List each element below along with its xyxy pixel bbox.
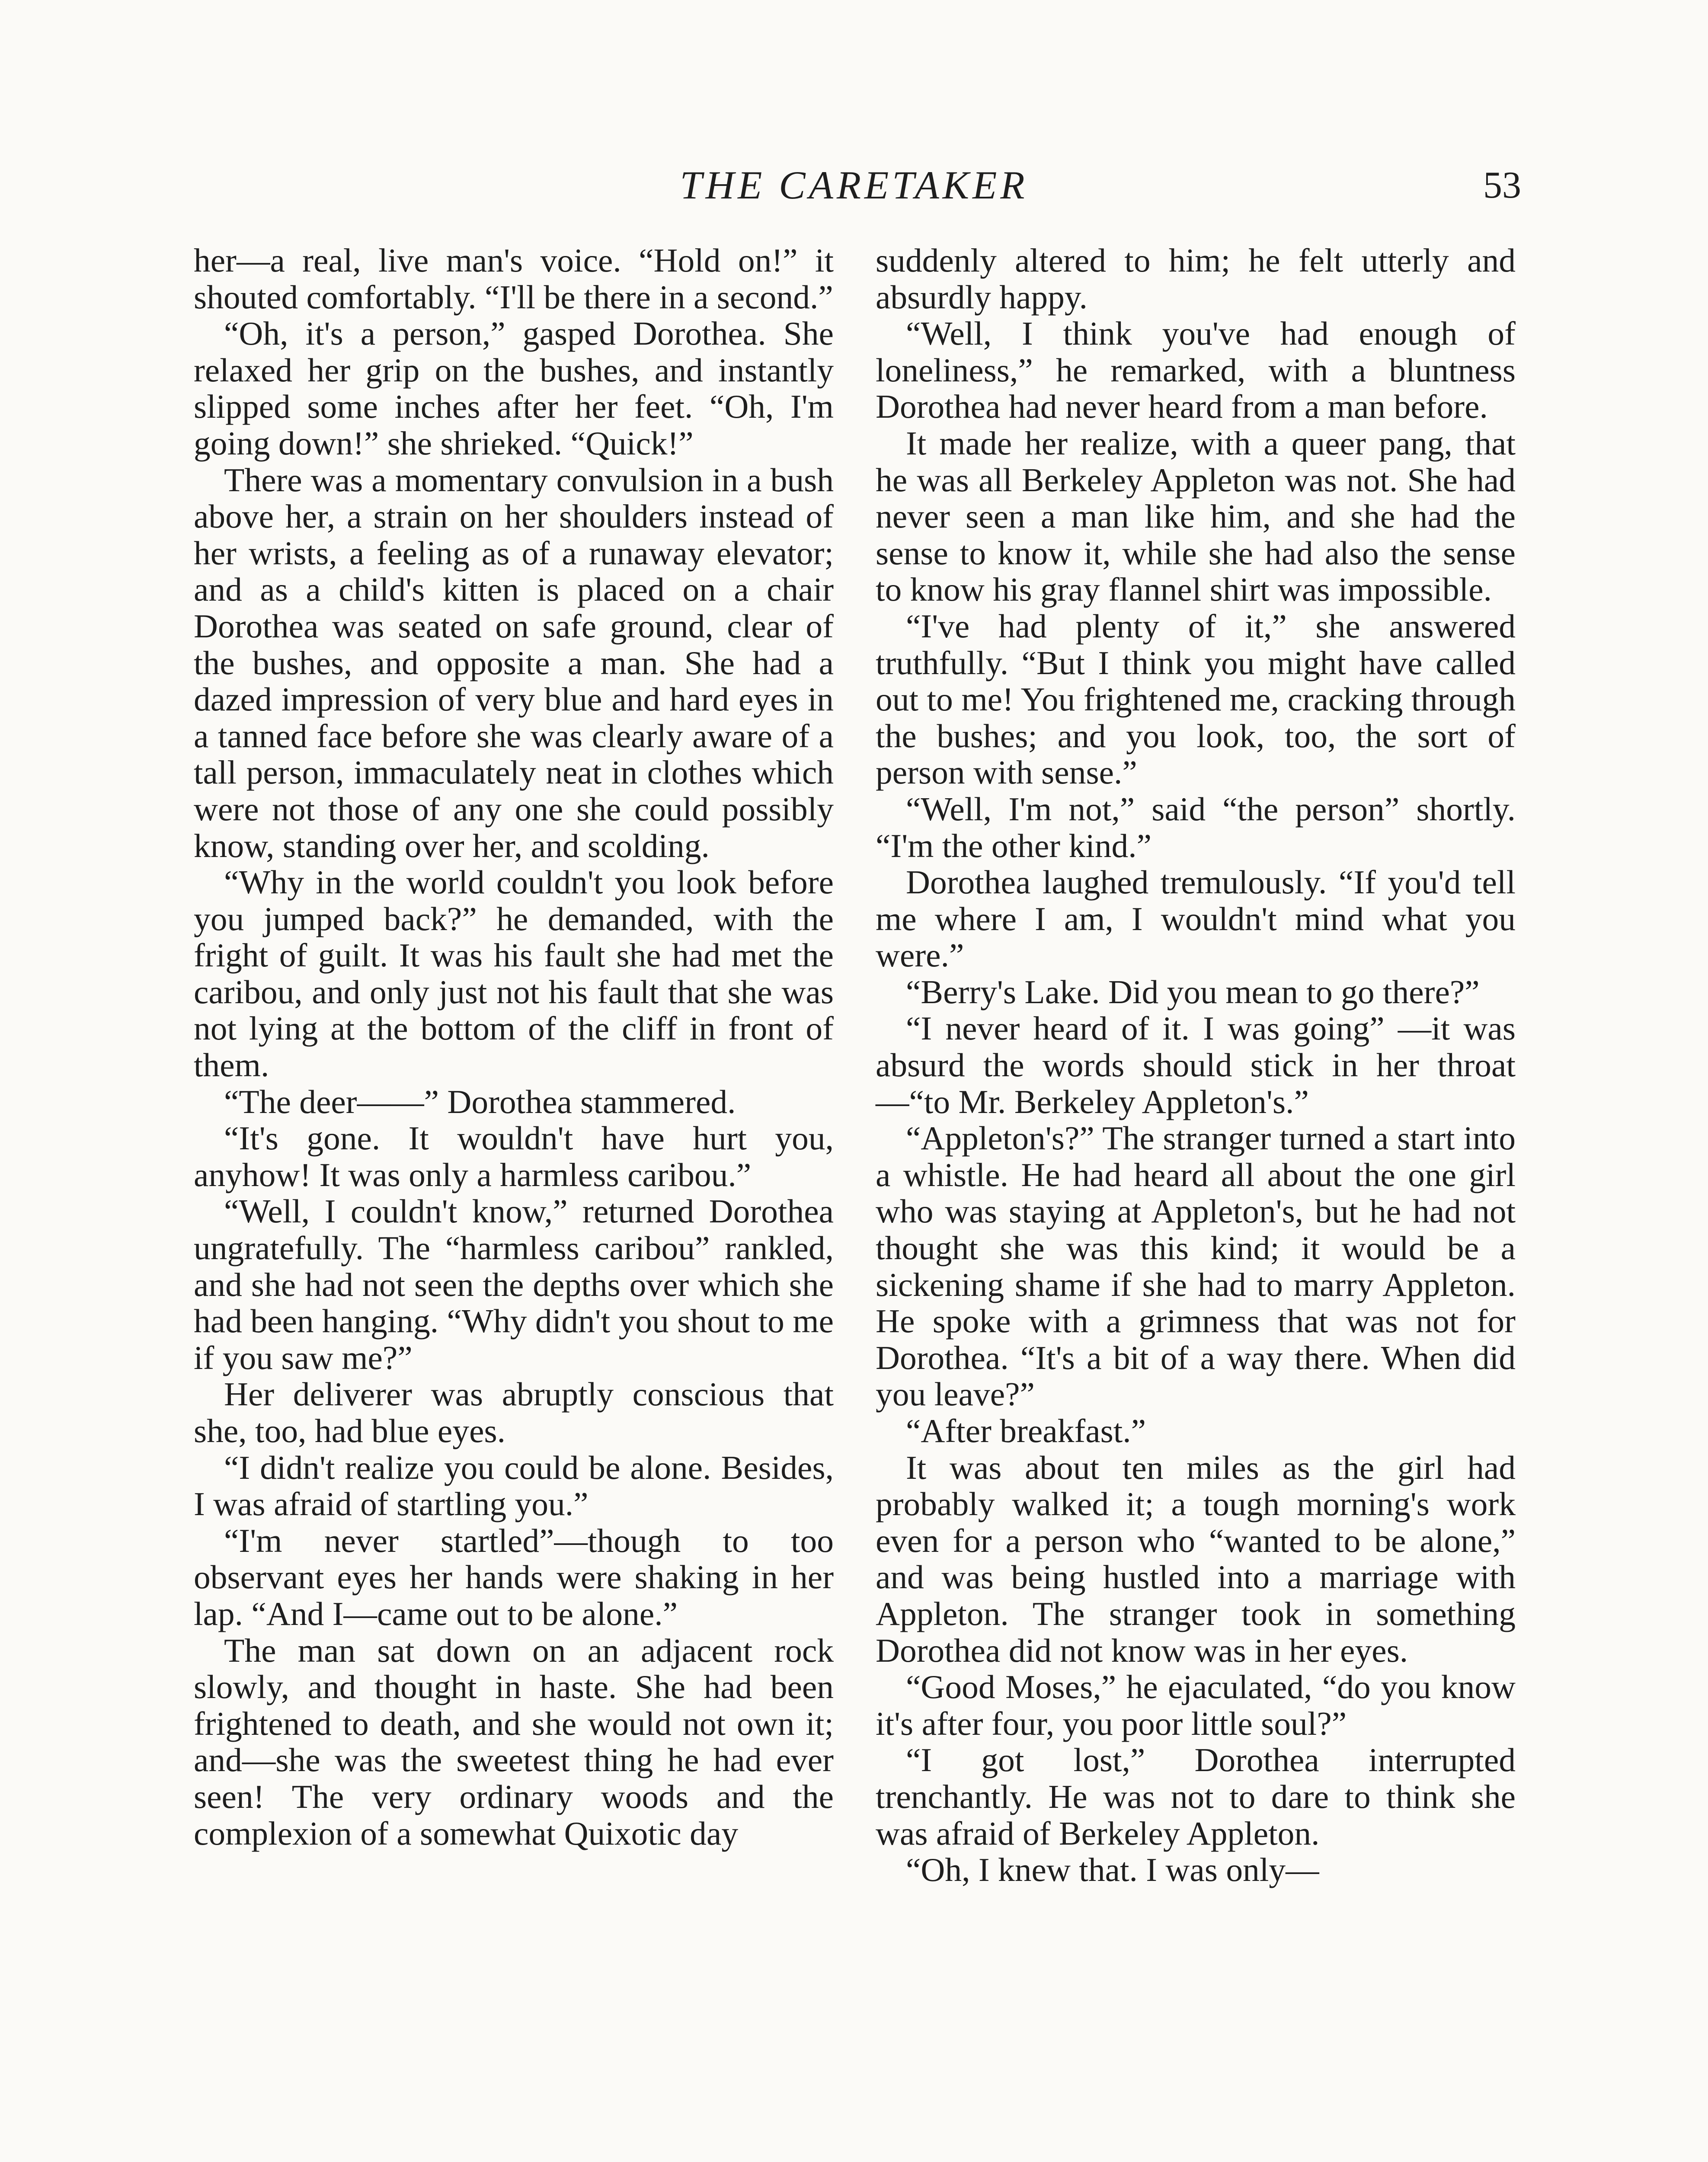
paragraph: “It's gone. It wouldn't have hurt you, anyhow! It was only a harmless caribou.” [194, 1119, 834, 1193]
paragraph: “After breakfast.” [906, 1412, 1146, 1449]
paragraph: “Well, I couldn't know,” returned Dorothea ungratefully. The “harmless caribou” rankled, and she had not seen the depths over which she had been hanging. “Why didn't you shout to me if you saw me?” [194, 1193, 834, 1376]
paragraph: suddenly altered to him; he felt utterly and absurdly happy. [876, 242, 1516, 316]
paragraph: “I'm never startled”—though to too observant eyes her hands were shaking in her lap. “And I—came out to be alone.” [194, 1522, 834, 1632]
paragraph: “Berry's Lake. Did you mean to go there?” [906, 973, 1480, 1011]
text-column-left [194, 242, 834, 1852]
text-column-right [876, 242, 1516, 1888]
paragraph: “Oh, it's a person,” gasped Dorothea. She relaxed her grip on the bushes, and instantly slipped some inches after her feet. “Oh, I'm going down!” she shrieked. “Quick!” [194, 315, 834, 462]
paragraph: her—a real, live man's voice. “Hold on!” it shouted comfortably. “I'll be there in a second.” [194, 242, 834, 316]
paragraph: “Oh, I knew that. I was only— [906, 1851, 1319, 1889]
paragraph: It made her realize, with a queer pang, that he was all Berkeley Appleton was not. She had never seen a man like him, and she had the sense to know it, while she had also the sense to know his gray flannel shirt was impossible. [876, 424, 1516, 608]
paragraph: “I never heard of it. I was going” —it was absurd the words should stick in her throat—“to Mr. Berkeley Appleton's.” [876, 1010, 1516, 1120]
paragraph: “I've had plenty of it,” she answered truthfully. “But I think you might have called out to me! You frightened me, cracking through the bushes; and you look, too, the sort of person with sense.” [876, 607, 1516, 791]
page-number: 53 [1483, 164, 1521, 206]
paragraph: “Appleton's?” The stranger turned a start into a whistle. He had heard all about the one girl who was staying at Appleton's, but he had not thought she was this kind; it would be a sickening shame if she had to marry Appleton. He spoke with a grimness that was not for Dorothea. “It's a bit of a way there. When did you leave?” [876, 1119, 1516, 1413]
paragraph: “Well, I'm not,” said “the person” shortly. “I'm the other kind.” [876, 790, 1516, 864]
paragraph: “I got lost,” Dorothea interrupted trenchantly. He was not to dare to think she was afraid of Berkeley Appleton. [876, 1741, 1516, 1852]
paragraph: It was about ten miles as the girl had probably walked it; a tough morning's work even for a person who “wanted to be alone,” and was being hustled into a marriage with Appleton. The stranger took in something Dorothea did not know was in her eyes. [876, 1449, 1516, 1669]
paragraph: The man sat down on an adjacent rock slowly, and thought in haste. She had been frightened to death, and she would not own it; and—she was the sweetest thing he had ever seen! The very ordinary woods and the complexion of a somewhat Quixotic day [194, 1631, 834, 1852]
paragraph: Dorothea laughed tremulously. “If you'd tell me where I am, I wouldn't mind what you were.” [876, 864, 1516, 974]
paragraph: “Good Moses,” he ejaculated, “do you know it's after four, you poor little soul?” [876, 1668, 1516, 1742]
paragraph: Her deliverer was abruptly conscious that she, too, had blue eyes. [194, 1375, 834, 1449]
paragraph: “Why in the world couldn't you look before you jumped back?” he demanded, with the fright of guilt. It was his fault she had met the caribou, and only just not his fault that she was not lying at the bottom of the cliff in front of them. [194, 864, 834, 1084]
running-head-title: THE CARETAKER [680, 163, 1028, 207]
paragraph: “I didn't realize you could be alone. Besides, I was afraid of startling you.” [194, 1449, 834, 1523]
paragraph: “Well, I think you've had enough of loneliness,” he remarked, with a bluntness Dorothea had never heard from a man before. [876, 315, 1516, 425]
paragraph: “The deer——” Dorothea stammered. [224, 1083, 736, 1120]
paragraph: There was a momentary convulsion in a bush above her, a strain on her shoulders instead of her wrists, a feeling as of a runaway elevator; and as a child's kitten is placed on a chair Dorothea was seated on safe ground, clear of the bushes, and opposite a man. She had a dazed impression of very blue and hard eyes in a tanned face before she was clearly aware of a tall person, immaculately neat in clothes which were not those of any one she could possibly know, standing over her, and scolding. [194, 461, 834, 864]
